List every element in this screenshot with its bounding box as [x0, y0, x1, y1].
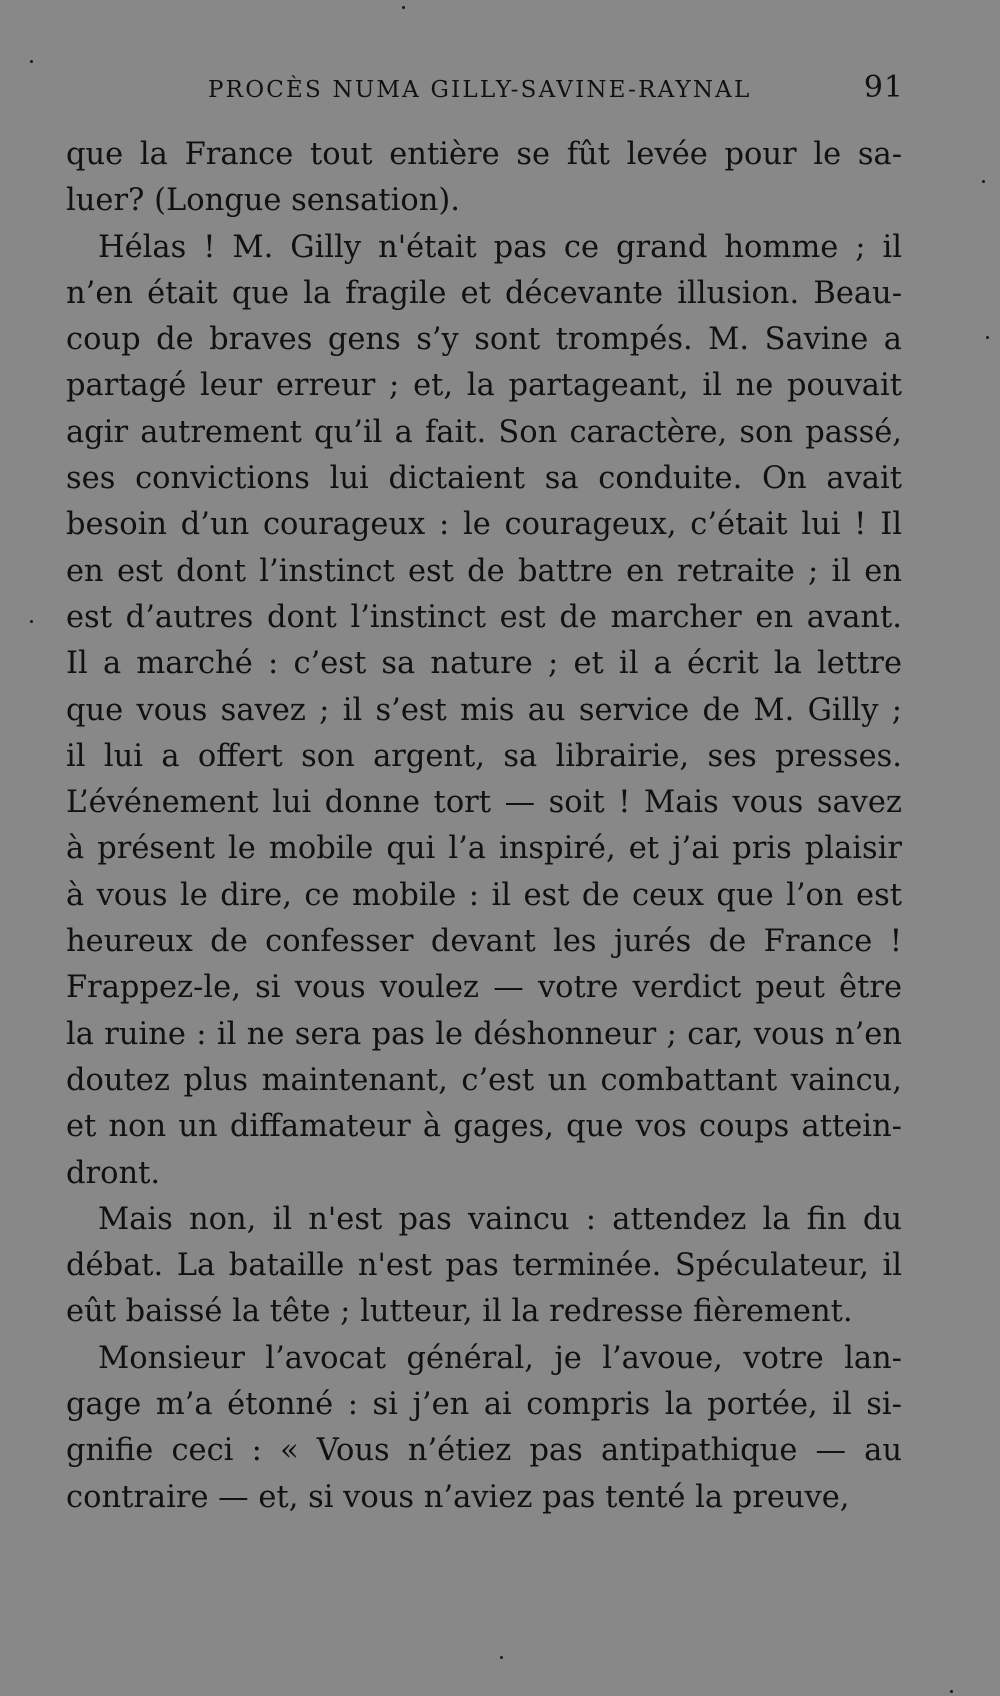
scan-speck	[30, 60, 33, 63]
running-title: PROCÈS NUMA GILLY-SAVINE-RAYNAL	[208, 77, 752, 103]
text-line: à vous le dire, ce mobile : il est de ceux que l’on est	[66, 877, 902, 913]
text-line: débat. La bataille n'est pas terminée. Spéculateur, il	[66, 1248, 902, 1284]
text-line: et non un diffamateur à gages, que vos coups attein-	[66, 1109, 902, 1145]
scan-speck	[500, 1656, 503, 1659]
text-line: doutez plus maintenant, c’est un combattant vaincu,	[66, 1062, 902, 1098]
text-line: Monsieur l’avocat général, je l’avoue, votre lan-	[98, 1340, 902, 1376]
text-line: en est dont l’instinct est de battre en retraite ; il en	[66, 553, 902, 589]
text-line: besoin d’un courageux : le courageux, c’était lui ! Il	[66, 507, 902, 543]
text-line: à présent le mobile qui l’a inspiré, et j’ai pris plaisir	[66, 831, 902, 867]
text-line: partagé leur erreur ; et, la partageant, il ne pouvait	[66, 368, 902, 404]
text-line: Il a marché : c’est sa nature ; et il a écrit la lettre	[66, 646, 902, 682]
text-line: est d’autres dont l’instinct est de marcher en avant.	[66, 599, 902, 635]
paragraph	[66, 1197, 902, 1336]
scan-speck	[950, 1690, 953, 1693]
scan-speck	[986, 336, 989, 339]
text-line: agir autrement qu’il a fait. Son caractère, son passé,	[66, 414, 902, 450]
running-head	[208, 70, 904, 110]
text-line: Frappez-le, si vous voulez — votre verdict peut être	[66, 970, 902, 1006]
text-line: eût baissé la tête ; lutteur, il la redresse fièrement.	[66, 1294, 853, 1330]
text-line: coup de braves gens s’y sont trompés. M. Savine a	[66, 322, 902, 358]
text-line: n’en était que la fragile et décevante illusion. Beau-	[66, 275, 902, 311]
text-line: dront.	[66, 1155, 161, 1191]
text-line: que la France tout entière se fût levée pour le sa-	[66, 137, 902, 172]
text-line: il lui a offert son argent, sa librairie, ses presses.	[66, 738, 902, 774]
scan-speck	[402, 6, 405, 9]
scan-speck	[30, 620, 33, 623]
paragraph	[66, 132, 902, 225]
text-line: L’événement lui donne tort — soit ! Mais vous savez	[66, 785, 902, 821]
text-line: Mais non, il n'est pas vaincu : attendez la fin du	[98, 1201, 902, 1237]
text-line: la ruine : il ne sera pas le déshonneur ; car, vous n’en	[66, 1016, 902, 1052]
text-line: luer? (Longue sensation).	[66, 183, 460, 219]
text-line: contraire — et, si vous n’aviez pas tenté la preuve,	[66, 1479, 850, 1515]
paragraph	[66, 1336, 902, 1521]
text-line: gnifie ceci : « Vous n’étiez pas antipathique — au	[66, 1433, 902, 1469]
text-line: heureux de confesser devant les jurés de France !	[66, 924, 902, 960]
text-line: gage m’a étonné : si j’en ai compris la portée, il si-	[66, 1387, 902, 1423]
paragraph	[66, 225, 902, 1197]
text-line: ses convictions lui dictaient sa conduite. On avait	[66, 461, 902, 497]
body-text	[66, 132, 902, 1521]
text-line: Hélas ! M. Gilly n'était pas ce grand homme ; il	[98, 229, 902, 265]
page-number: 91	[863, 70, 904, 105]
scan-speck	[982, 180, 985, 183]
text-line: que vous savez ; il s’est mis au service de M. Gilly ;	[66, 692, 902, 728]
